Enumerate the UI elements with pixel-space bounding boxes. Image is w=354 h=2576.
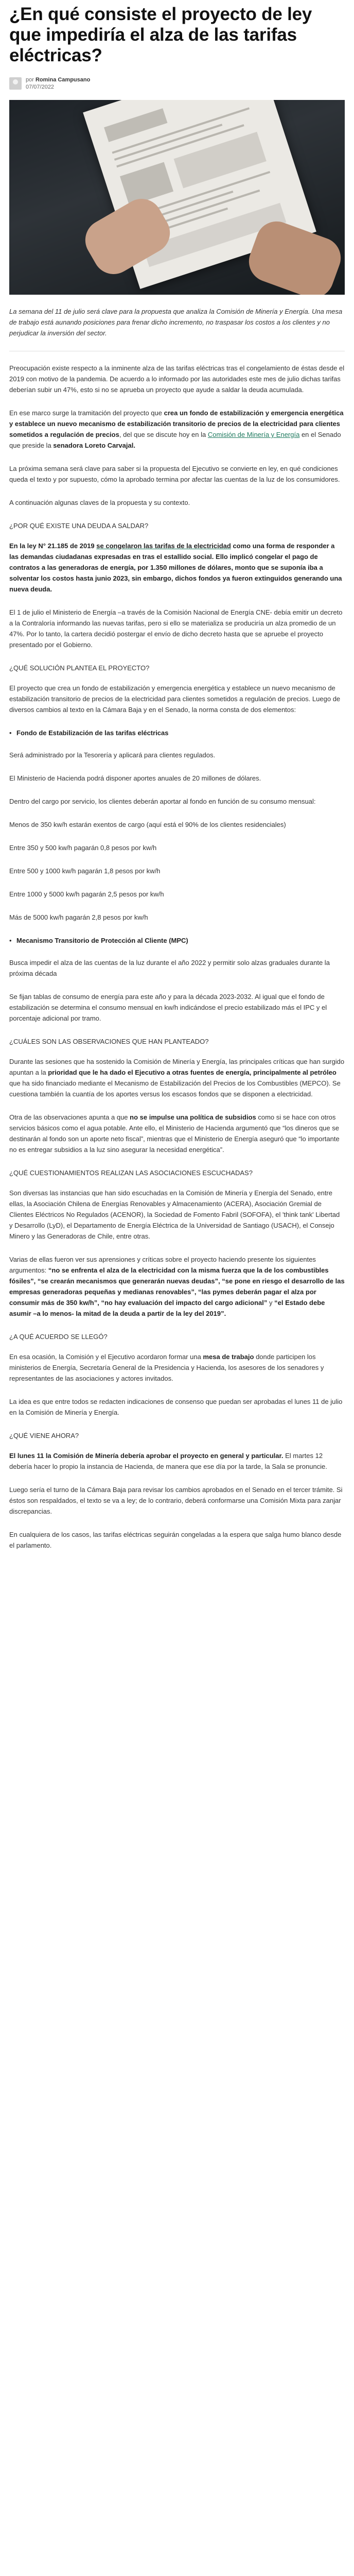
law-link[interactable]: se congelaron las tarifas de la electricidad [96,542,231,550]
paragraph: Luego sería el turno de la Cámara Baja para revisar los cambios aprobados en el Senado en el tercer trámite. Si éstos son respaldados, el texto se va a ley; de lo contrario, deberá conformarse una Comisión Mixta para zanjar discrepancias. [9,1486,343,1515]
paragraph: Dentro del cargo por servicio, los clientes deberán aportar al fondo en función de su consumo mensual: [9,798,316,805]
paragraph: El proyecto que crea un fondo de estabilización y emergencia energética y establece un nuevo mecanismo de estabilización transitorio de precios de la electricidad para clientes sometidos a regulación de precios. Luego de diversos cambios al texto en la Cámara Baja y en el Senado, la norma consta de dos elementos: [9,684,341,714]
paragraph: Más de 5000 kw/h pagarán 2,8 pesos por kw/h [9,913,148,921]
section-heading: ¿A QUÉ ACUERDO SE LLEGÓ? [9,1333,108,1341]
section-heading: ¿CUÁLES SON LAS OBSERVACIONES QUE HAN PLANTEADO? [9,1038,209,1045]
paragraph: El lunes 11 la Comisión de Minería debería aprobar el proyecto en general y particular. El martes 12 debería hacer lo propio la instancia de Hacienda, de manera que ese día por la tarde, la Sala se pronuncie. [9,1452,327,1470]
paragraph: Durante las sesiones que ha sostenido la Comisión de Minería y Energía, las principales críticas que han surgido apuntan a la prioridad que le ha dado el Ejecutivo a otras fuentes de energía, principalmente al petróleo que ha sido financiado mediante el Mecanismo de Estabilización del Precios de los Combustibles (MEPCO). Se cuestiona también la cuantía de los aportes versus los escasos fondos que se disponen a electricidad. [9,1058,345,1098]
bullet-icon: • [9,937,12,944]
section-heading: ¿POR QUÉ EXISTE UNA DEUDA A SALDAR? [9,522,149,530]
commission-link[interactable]: Comisión de Minería y Energía [207,431,300,438]
section-heading: ¿QUÉ CUESTIONAMIENTOS REALIZAN LAS ASOCIACIONES ESCUCHADAS? [9,1169,253,1177]
paragraph: Busca impedir el alza de las cuentas de la luz durante el año 2022 y permitir solo alzas graduales durante la próxima década [9,959,330,977]
author-link[interactable]: Romina Campusano [35,77,91,83]
paragraph: El 1 de julio el Ministerio de Energía –a través de la Comisión Nacional de Energía CNE- debía emitir un decreto a la Contraloría informando las nuevas tarifas, pero si ello se materializa se produciría un alza promedio de un 47%. Por lo tanto, la cartera decidió postergar el envío de dicho decreto hasta que se apruebe el proyecto presentado por el Gobierno. [9,608,343,649]
paragraph: Se fijan tablas de consumo de energía para este año y para la década 2023-2032. Al igual que el fondo de estabilización se determina el consumo mensual en kw/h indicándose el precio estabilizado más el IPC y el porcentaje adicional por tramo. [9,993,327,1022]
paragraph: En ese marco surge la tramitación del proyecto que crea un fondo de estabilización y emergencia energética y establece un nuevo mecanismo de estabilización transitorio de precios de la electricidad para clientes sometidos a regulación de precios, del que se discute hoy en la Comisión de Minería y Energía en el Senado que preside la senadora Loreto Carvajal. [9,409,344,449]
paragraph: En esa ocasión, la Comisión y el Ejecutivo acordaron formar una mesa de trabajo donde participen los ministerios de Energía, Secretaría General de la Presidencia y Hacienda, los asesores de los senadores y representantes de las asociaciones y actores invitados. [9,1353,324,1382]
paragraph: En cualquiera de los casos, las tarifas eléctricas seguirán congeladas a la espera que salga humo blanco desde el parlamento. [9,1531,342,1549]
paragraph: Menos de 350 kw/h estarán exentos de cargo (aquí está el 90% de los clientes residenciales) [9,821,286,828]
paragraph: Entre 1000 y 5000 kw/h pagarán 2,5 pesos por kw/h [9,890,164,898]
list-item: • Fondo de Estabilización de las tarifas eléctricas [9,727,345,738]
paragraph: Preocupación existe respecto a la inminente alza de las tarifas eléctricas tras el congelamiento de éstas desde el 2019 con motivo de la pandemia. De acuerdo a lo informado por las autoridades este mes de julio dichas tarifas deberían subir un 47%, esto si no se aprueba un proyecto que ayude a saldar la deuda acumulada. [9,364,345,394]
paragraph: La próxima semana será clave para saber si la propuesta del Ejecutivo se convierte en ley, en qué condiciones queda el texto y por supuesto, cómo la aprobado termina por afectar las cuentas de la luz de los consumidores. [9,465,340,483]
section-heading: ¿QUÉ VIENE AHORA? [9,1432,79,1439]
section-heading: ¿QUÉ SOLUCIÓN PLANTEA EL PROYECTO? [9,664,150,672]
byline-prefix: por [26,77,34,83]
paragraph: Otra de las observaciones apunta a que no se impulse una política de subsidios como si se hace con otros servicios básicos como el agua potable. Ante ello, el Ministerio de Hacienda argumentó que “los dineros que se destinarán al fondo son un aporte neto fiscal”, mientras que el Ministerio de Energía aseguró que “lo importante no es entregar subsidios a la luz sino asegurar la necesidad energética”. [9,1113,340,1154]
paragraph: Varias de ellas fueron ver sus aprensiones y críticas sobre el proyecto haciendo presente los siguientes argumentos: “no se enfrenta el alza de la electricidad con la misma fuerza que la de los combustibles fósiles”, “se crearán mecanismos que generarán nuevas deudas”, “se pone en riesgo el desarrollo de las empresas generadoras pequeñas y medianas renovables”, “las pymes deberán pagar el alza por consumir más de 350 kw/h”, “no hay evaluación del impacto del cargo adicional” y “el Estado debe asumir –a lo menos- la mitad de la deuda a partir de la ley del 2019”. [9,1256,345,1317]
article-title: ¿En qué consiste el proyecto de ley que impediría el alza de las tarifas eléctricas? [9,4,312,65]
paragraph: En la ley N° 21.185 de 2019 se congelaron las tarifas de la electricidad como una forma de responder a las demandas ciudadanas expresadas en tras el estallido social. Ello implicó congelar el pago de contratos a las generadoras de energía, por 1.350 millones de dólares, monto que se suponía iba a solventar los costos hasta junio 2023, sin embargo, dichos fondos ya fueron extinguidos generando una nueva deuda. [9,542,342,593]
article [0,4,354,1551]
bullet-icon: • [9,729,12,737]
article-hero-image [9,100,345,295]
paragraph: Entre 350 y 500 kw/h pagarán 0,8 pesos por kw/h [9,844,157,852]
paragraph: Son diversas las instancias que han sido escuchadas en la Comisión de Minería y Energía del Senado, entre ellas, la Asociación Chilena de Energías Renovables y Almacenamiento (ACERA), Asociación Gremial de Clientes Eléctricos No Regulados (ACENOR), la Sociedad de Fomento Fabril (SOFOFA), el 'think tank' Libertad y Desarrollo (LyD), el Departamento de Energía Eléctrica de la Universidad de Santiago (USACH), el Consejo Minero y las Generadoras de Chile, entre otras. [9,1189,340,1240]
paragraph: La idea es que entre todos se redacten indicaciones de consenso que puedan ser aprobadas el lunes 11 de julio en la Comisión de Minería y Energía. [9,1398,343,1416]
list-item: • Mecanismo Transitorio de Protección al Cliente (MPC) [9,935,345,946]
paragraph: A continuación algunas claves de la propuesta y su contexto. [9,499,190,506]
paragraph: El Ministerio de Hacienda podrá disponer aportes anuales de 20 millones de dólares. [9,774,261,782]
byline [9,76,345,91]
image-caption: La semana del 11 de julio será clave para la propuesta que analiza la Comisión de Minería y Energía. Una mesa de trabajo está aunando posiciones para frenar dicho incremento, no traspasar los costos a los clientes y no perjudicar la inversión del sector. [9,308,343,337]
avatar [9,77,22,90]
paragraph: Será administrado por la Tesorería y aplicará para clientes regulados. [9,751,216,759]
paragraph: Entre 500 y 1000 kw/h pagarán 1,8 pesos por kw/h [9,867,161,875]
publish-date: 07/07/2022 [26,84,55,90]
